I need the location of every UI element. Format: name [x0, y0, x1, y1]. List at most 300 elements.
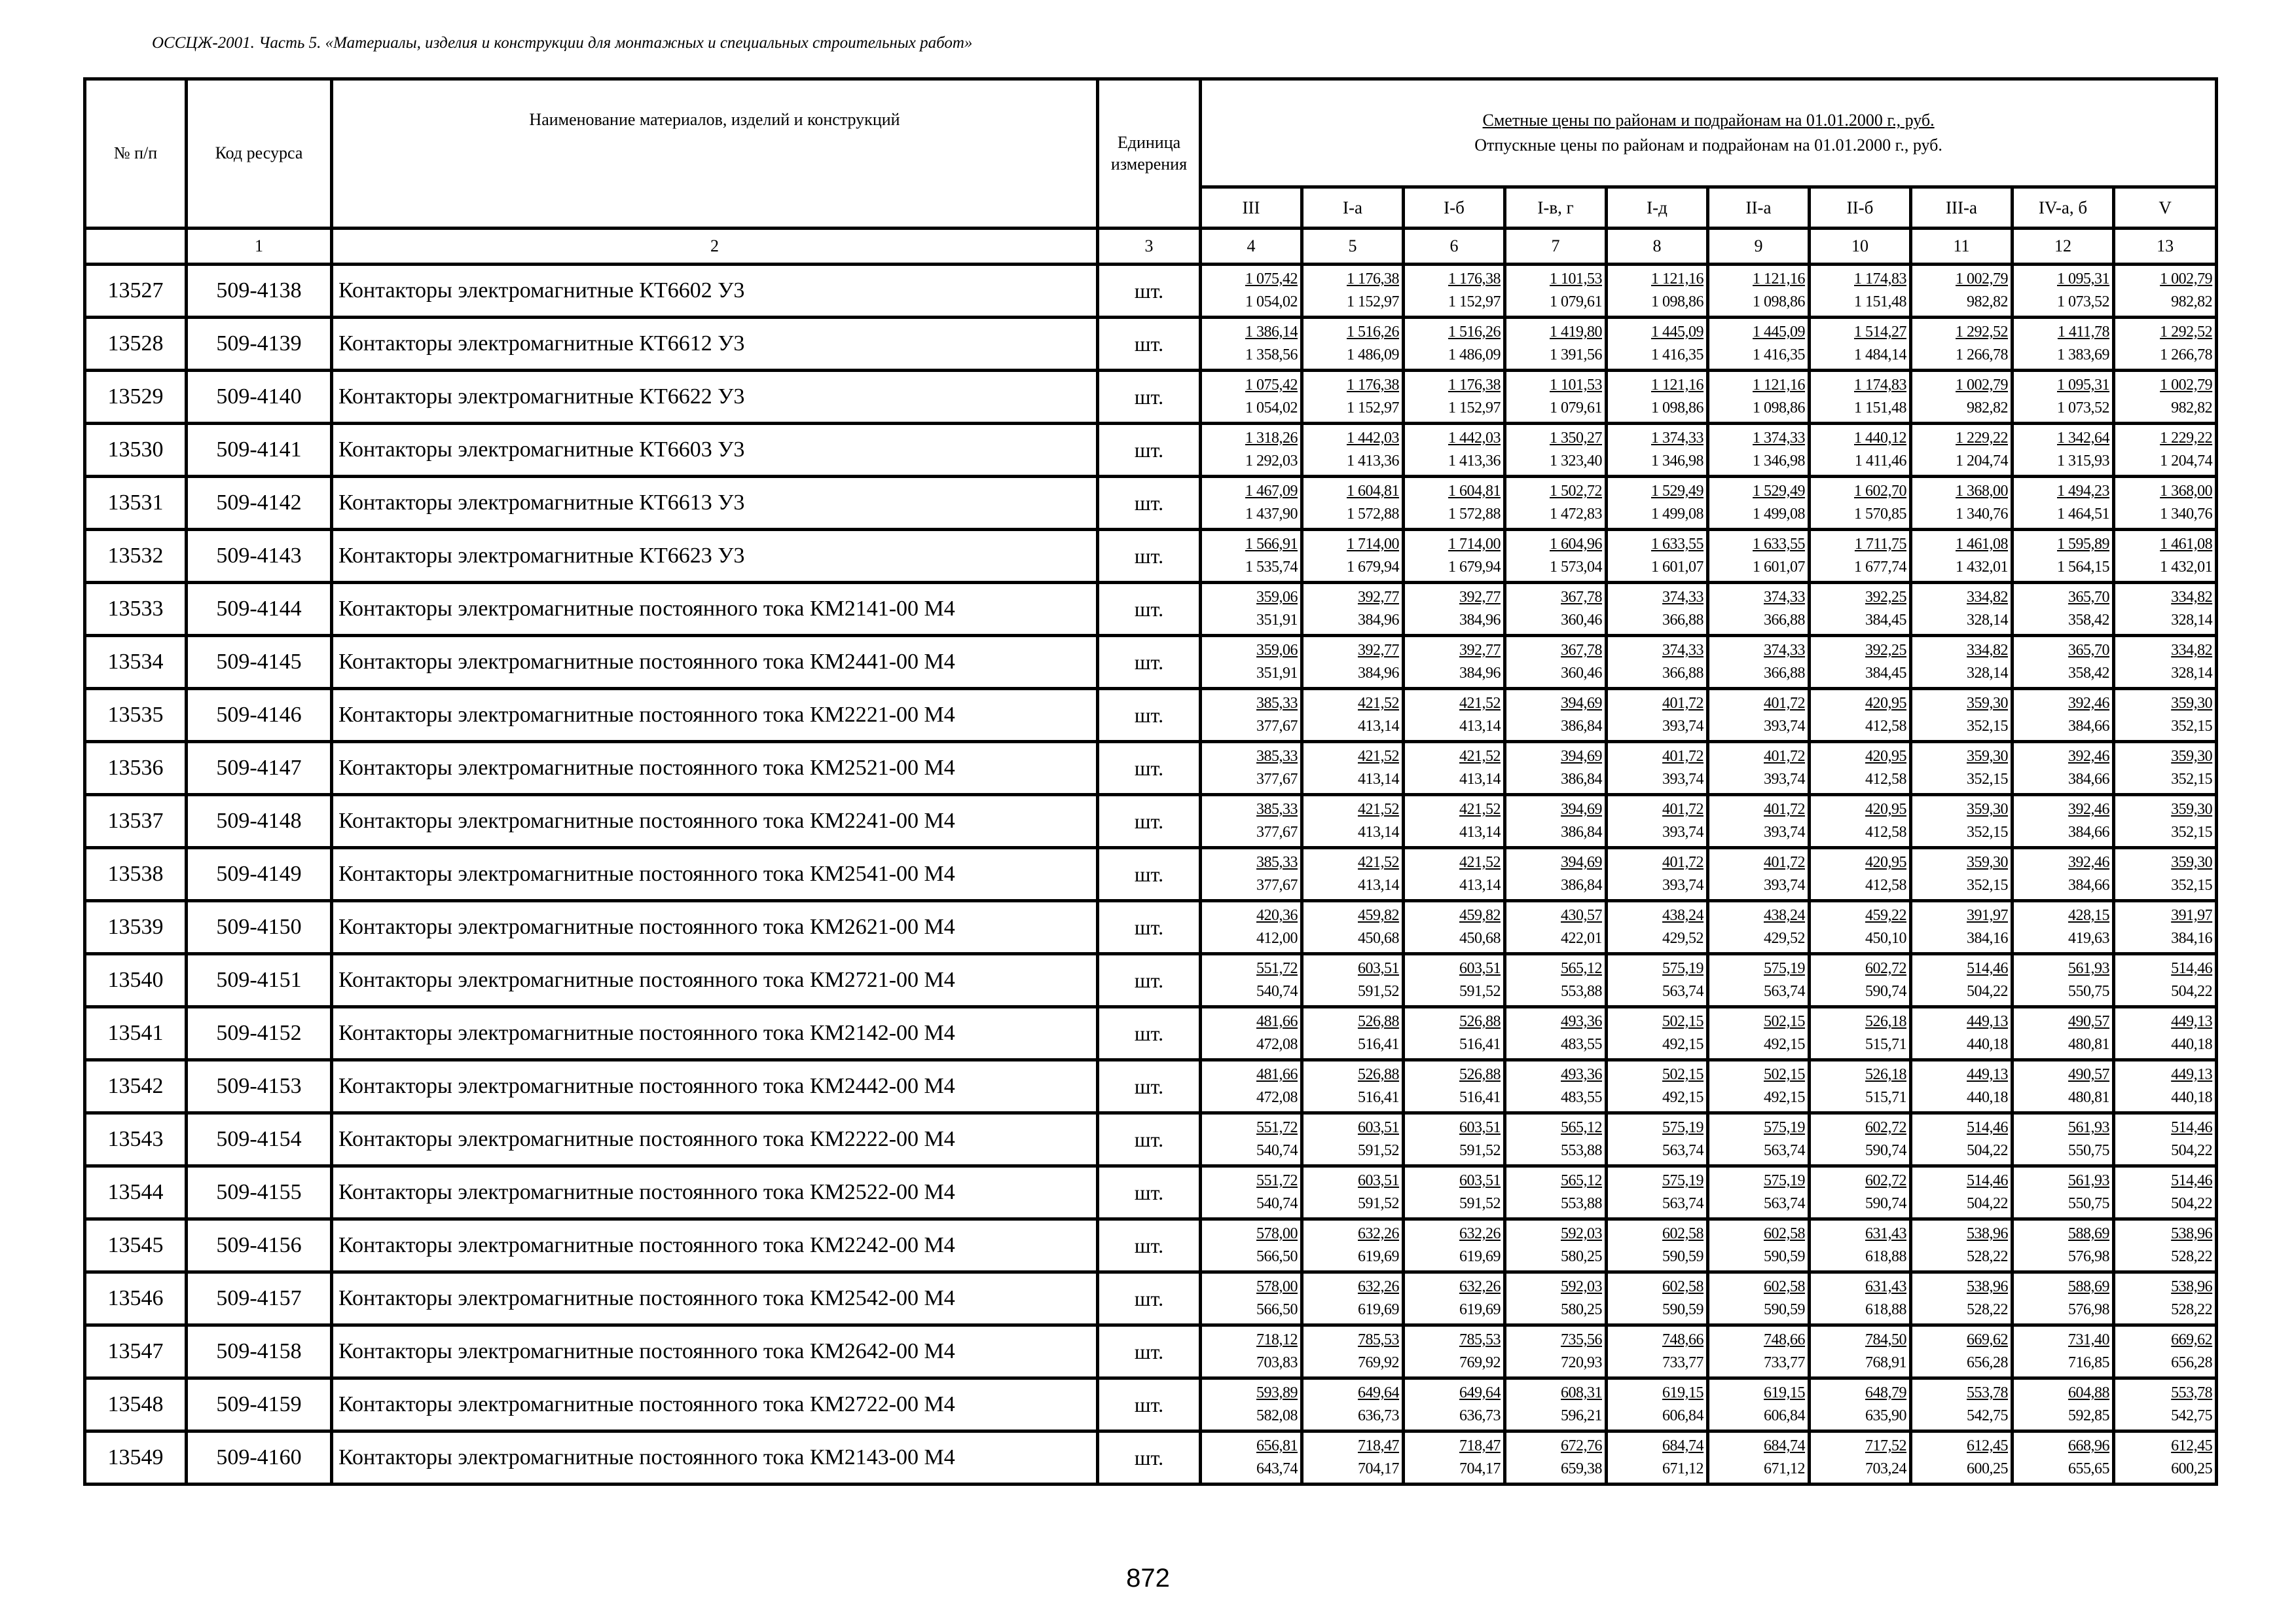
table-row [85, 1166, 2217, 1219]
column-number: 6 [1404, 229, 1505, 265]
material-name: Контакторы электромагнитные КТ6612 У3 [332, 318, 1098, 371]
estimate-price: 1 176,38 [1347, 270, 1399, 287]
price-cell [1201, 742, 1302, 795]
price-cell [1201, 477, 1302, 530]
price-table [83, 77, 2218, 1486]
column-number: 9 [1708, 229, 1810, 265]
release-price: 576,98 [2068, 1248, 2109, 1265]
estimate-price: 1 368,00 [1956, 482, 2008, 500]
row-number: 13528 [85, 318, 187, 371]
table-row [85, 848, 2217, 901]
row-number: 13539 [85, 901, 187, 954]
release-price: 386,84 [1561, 877, 1602, 894]
estimate-price: 420,95 [1865, 747, 1906, 765]
estimate-price: 334,82 [2171, 641, 2213, 659]
price-cell [1708, 1060, 1810, 1113]
price-cell [2114, 265, 2217, 318]
release-price: 492,15 [1662, 1089, 1704, 1106]
unit: шт. [1098, 742, 1201, 795]
column-number: 7 [1505, 229, 1607, 265]
release-price: 472,08 [1256, 1036, 1298, 1053]
estimate-price: 785,53 [1459, 1331, 1501, 1348]
row-number: 13546 [85, 1272, 187, 1325]
price-cell [2114, 689, 2217, 742]
release-price: 1 204,74 [2160, 452, 2213, 470]
unit: шт. [1098, 1431, 1201, 1485]
release-price: 440,18 [2171, 1036, 2213, 1053]
estimate-price: 502,15 [1662, 1065, 1704, 1083]
price-cell [1302, 636, 1404, 689]
price-cell [1404, 265, 1505, 318]
unit: шт. [1098, 477, 1201, 530]
estimate-price: 421,52 [1358, 694, 1399, 712]
estimate-price: 490,57 [2068, 1012, 2109, 1030]
release-price: 1 098,86 [1651, 399, 1704, 416]
price-cell [1505, 371, 1607, 424]
estimate-price: 632,26 [1459, 1225, 1501, 1242]
price-cell [2114, 1272, 2217, 1325]
price-cell [1607, 1007, 1708, 1060]
release-price: 360,46 [1561, 612, 1602, 629]
price-cell [1810, 689, 1911, 742]
price-cell [1911, 848, 2013, 901]
price-cell [1810, 424, 1911, 477]
table-row [85, 1219, 2217, 1272]
release-price: 440,18 [1967, 1089, 2008, 1106]
release-price: 1 152,97 [1448, 399, 1501, 416]
price-cell [2114, 636, 2217, 689]
price-cell [1810, 1166, 1911, 1219]
release-price: 413,14 [1358, 718, 1399, 735]
release-price: 733,77 [1662, 1354, 1704, 1371]
price-cell [1302, 1219, 1404, 1272]
price-cell [1505, 1219, 1607, 1272]
release-price: 590,59 [1764, 1248, 1805, 1265]
release-price: 384,66 [2068, 771, 2109, 788]
release-price: 1 601,07 [1651, 559, 1704, 576]
release-price: 393,74 [1662, 771, 1704, 788]
price-cell [1607, 530, 1708, 583]
estimate-price: 575,19 [1662, 1172, 1704, 1189]
estimate-price: 603,51 [1459, 1118, 1501, 1136]
resource-code: 509-4150 [187, 901, 332, 954]
column-number: 4 [1201, 229, 1302, 265]
release-price: 1 416,35 [1651, 346, 1704, 363]
price-cell [1201, 1113, 1302, 1166]
release-price: 618,88 [1865, 1248, 1906, 1265]
release-price: 1 570,85 [1854, 506, 1906, 523]
estimate-price: 490,57 [2068, 1065, 2109, 1083]
price-cell [1302, 424, 1404, 477]
estimate-price: 684,74 [1662, 1437, 1704, 1454]
estimate-price: 1 633,55 [1651, 535, 1704, 553]
unit: шт. [1098, 371, 1201, 424]
estimate-price: 1 467,09 [1245, 482, 1298, 500]
unit: шт. [1098, 1060, 1201, 1113]
estimate-price: 1 714,00 [1347, 535, 1399, 553]
release-price: 393,74 [1764, 718, 1805, 735]
price-cell [1708, 954, 1810, 1007]
resource-code: 509-4140 [187, 371, 332, 424]
estimate-price: 593,89 [1256, 1384, 1298, 1401]
release-price: 440,18 [1967, 1036, 2008, 1053]
release-price: 352,15 [2171, 718, 2213, 735]
row-number: 13538 [85, 848, 187, 901]
material-name: Контакторы электромагнитные КТ6613 У3 [332, 477, 1098, 530]
row-number: 13530 [85, 424, 187, 477]
release-price: 516,41 [1358, 1089, 1399, 1106]
row-number: 13545 [85, 1219, 187, 1272]
price-cell [2013, 848, 2114, 901]
material-name: Контакторы электромагнитные постоянного тока КМ2722-00 М4 [332, 1378, 1098, 1431]
price-cell [1404, 954, 1505, 1007]
release-price: 591,52 [1358, 983, 1399, 1000]
price-cell [1404, 901, 1505, 954]
column-number: 10 [1810, 229, 1911, 265]
release-price: 1 677,74 [1854, 559, 1906, 576]
release-price: 1 432,01 [1956, 559, 2008, 576]
estimate-price: 526,18 [1865, 1065, 1906, 1083]
price-cell [1404, 689, 1505, 742]
price-cell [1302, 477, 1404, 530]
estimate-price: 394,69 [1561, 694, 1602, 712]
estimate-price: 561,93 [2068, 959, 2109, 977]
estimate-price: 359,30 [1967, 853, 2008, 871]
price-cell [1302, 530, 1404, 583]
release-price: 1 411,46 [1854, 452, 1906, 470]
estimate-price: 717,52 [1865, 1437, 1906, 1454]
price-cell [1302, 795, 1404, 848]
release-price: 384,96 [1459, 665, 1501, 682]
unit: шт. [1098, 689, 1201, 742]
price-cell [1505, 848, 1607, 901]
row-number: 13529 [85, 371, 187, 424]
estimate-price: 401,72 [1662, 853, 1704, 871]
column-number: 1 [187, 229, 332, 265]
estimate-price: 785,53 [1358, 1331, 1399, 1348]
price-cell [2013, 954, 2114, 1007]
material-name: Контакторы электромагнитные постоянного тока КМ2521-00 М4 [332, 742, 1098, 795]
estimate-price: 602,58 [1662, 1278, 1704, 1295]
price-cell [1708, 689, 1810, 742]
estimate-price: 631,43 [1865, 1225, 1906, 1242]
release-price: 982,82 [2171, 399, 2213, 416]
unit: шт. [1098, 530, 1201, 583]
region-header: IV-а, б [2013, 187, 2114, 229]
release-price: 596,21 [1561, 1407, 1602, 1424]
estimate-price: 449,13 [2171, 1065, 2213, 1083]
release-price: 540,74 [1256, 1195, 1298, 1212]
estimate-price: 365,70 [2068, 588, 2109, 606]
price-cell [1404, 1060, 1505, 1113]
table-row [85, 1431, 2217, 1485]
price-cell [1404, 742, 1505, 795]
release-price: 1 383,69 [2057, 346, 2109, 363]
release-price: 504,22 [1967, 1142, 2008, 1159]
estimate-price: 385,33 [1256, 747, 1298, 765]
estimate-price: 334,82 [2171, 588, 2213, 606]
release-price: 619,69 [1459, 1248, 1501, 1265]
column-number-row [85, 229, 2217, 265]
estimate-price: 359,30 [2171, 747, 2213, 765]
price-cell [1201, 1272, 1302, 1325]
estimate-price: 438,24 [1662, 906, 1704, 924]
price-cell [1404, 1166, 1505, 1219]
release-price: 1 152,97 [1347, 293, 1399, 310]
estimate-price: 1 095,31 [2057, 376, 2109, 394]
release-price: 1 152,97 [1448, 293, 1501, 310]
estimate-price: 1 502,72 [1550, 482, 1602, 500]
price-cell [1607, 1219, 1708, 1272]
column-number: 2 [332, 229, 1098, 265]
price-cell [1911, 318, 2013, 371]
price-cell [1607, 901, 1708, 954]
material-name: Контакторы электромагнитные постоянного тока КМ2542-00 М4 [332, 1272, 1098, 1325]
estimate-price: 553,78 [1967, 1384, 2008, 1401]
release-price: 1 391,56 [1550, 346, 1602, 363]
row-number: 13533 [85, 583, 187, 636]
release-price: 635,90 [1865, 1407, 1906, 1424]
estimate-price: 514,46 [1967, 1172, 2008, 1189]
estimate-price: 420,95 [1865, 800, 1906, 818]
price-cell [1404, 1325, 1505, 1378]
release-price: 1 204,74 [1956, 452, 2008, 470]
release-price: 636,73 [1358, 1407, 1399, 1424]
material-name: Контакторы электромагнитные КТ6622 У3 [332, 371, 1098, 424]
estimate-price: 493,36 [1561, 1065, 1602, 1083]
estimate-price: 334,82 [1967, 641, 2008, 659]
price-cell [1505, 530, 1607, 583]
price-cell [1708, 742, 1810, 795]
release-price: 656,28 [2171, 1354, 2213, 1371]
estimate-price: 392,77 [1358, 641, 1399, 659]
table-row [85, 795, 2217, 848]
release-price: 1 573,04 [1550, 559, 1602, 576]
row-number: 13536 [85, 742, 187, 795]
release-price: 600,25 [1967, 1460, 2008, 1477]
price-cell [2013, 1060, 2114, 1113]
estimate-price: 359,06 [1256, 641, 1298, 659]
column-number: 3 [1098, 229, 1201, 265]
price-cell [1810, 1113, 1911, 1166]
release-price: 563,74 [1764, 983, 1805, 1000]
estimate-price: 359,30 [1967, 800, 2008, 818]
table-row [85, 583, 2217, 636]
estimate-price: 553,78 [2171, 1384, 2213, 1401]
release-price: 422,01 [1561, 930, 1602, 947]
release-price: 982,82 [1967, 399, 2008, 416]
price-cell [1505, 954, 1607, 1007]
estimate-price: 575,19 [1764, 1172, 1805, 1189]
release-price: 550,75 [2068, 1142, 2109, 1159]
table-row [85, 530, 2217, 583]
unit: шт. [1098, 848, 1201, 901]
price-cell [1505, 1431, 1607, 1485]
price-cell [1607, 1325, 1708, 1378]
price-cell [1911, 742, 2013, 795]
price-cell [2013, 742, 2114, 795]
release-price: 352,15 [1967, 877, 2008, 894]
release-price: 386,84 [1561, 771, 1602, 788]
table-row [85, 954, 2217, 1007]
release-price: 606,84 [1662, 1407, 1704, 1424]
estimate-price: 394,69 [1561, 800, 1602, 818]
table-row [85, 1378, 2217, 1431]
estimate-price: 421,52 [1358, 800, 1399, 818]
estimate-price: 603,51 [1358, 959, 1399, 977]
price-cell [1810, 1219, 1911, 1272]
material-name: Контакторы электромагнитные постоянного тока КМ2522-00 М4 [332, 1166, 1098, 1219]
release-price: 1 346,98 [1651, 452, 1704, 470]
release-price: 515,71 [1865, 1089, 1906, 1106]
row-number: 13540 [85, 954, 187, 1007]
resource-code: 509-4145 [187, 636, 332, 689]
estimate-price: 401,72 [1662, 747, 1704, 765]
material-name: Контакторы электромагнитные КТ6623 У3 [332, 530, 1098, 583]
price-cell [2114, 848, 2217, 901]
estimate-price: 1 121,16 [1651, 376, 1704, 394]
resource-code: 509-4146 [187, 689, 332, 742]
release-price: 358,42 [2068, 612, 2109, 629]
estimate-price: 1 411,78 [2057, 323, 2109, 341]
price-cell [1505, 689, 1607, 742]
estimate-price: 612,45 [2171, 1437, 2213, 1454]
price-cell [1302, 901, 1404, 954]
price-cell [1404, 530, 1505, 583]
price-cell [1810, 530, 1911, 583]
estimate-price: 514,46 [1967, 959, 2008, 977]
estimate-price: 1 229,22 [2160, 429, 2213, 447]
release-price: 1 484,14 [1854, 346, 1906, 363]
release-price: 576,98 [2068, 1301, 2109, 1318]
estimate-price: 588,69 [2068, 1225, 2109, 1242]
price-cell [1708, 1113, 1810, 1166]
release-price: 656,28 [1967, 1354, 2008, 1371]
price-cell [2013, 424, 2114, 477]
release-price: 352,15 [2171, 771, 2213, 788]
estimate-price: 392,46 [2068, 853, 2109, 871]
price-cell [1201, 1007, 1302, 1060]
release-price: 636,73 [1459, 1407, 1501, 1424]
unit: шт. [1098, 1007, 1201, 1060]
material-name: Контакторы электромагнитные постоянного тока КМ2721-00 М4 [332, 954, 1098, 1007]
price-cell [1505, 1166, 1607, 1219]
material-name: Контакторы электромагнитные постоянного тока КМ2621-00 М4 [332, 901, 1098, 954]
price-cell [1201, 901, 1302, 954]
release-price: 1 054,02 [1245, 399, 1298, 416]
release-price: 566,50 [1256, 1301, 1298, 1318]
estimate-price: 602,58 [1764, 1278, 1805, 1295]
row-number: 13527 [85, 265, 187, 318]
release-price: 769,92 [1459, 1354, 1501, 1371]
estimate-price: 1 442,03 [1347, 429, 1399, 447]
release-price: 1 323,40 [1550, 452, 1602, 470]
release-price: 419,63 [2068, 930, 2109, 947]
estimate-price: 401,72 [1764, 747, 1805, 765]
price-cell [1505, 636, 1607, 689]
estimate-price: 1 229,22 [1956, 429, 2008, 447]
estimate-price: 359,06 [1256, 588, 1298, 606]
row-number: 13547 [85, 1325, 187, 1378]
price-cell [2114, 477, 2217, 530]
estimate-price: 602,58 [1662, 1225, 1704, 1242]
price-cell [1201, 1378, 1302, 1431]
release-price: 1 413,36 [1347, 452, 1399, 470]
estimate-price: 649,64 [1358, 1384, 1399, 1401]
price-cell [1302, 1378, 1404, 1431]
estimate-price: 385,33 [1256, 694, 1298, 712]
table-row [85, 265, 2217, 318]
price-cell [1607, 318, 1708, 371]
estimate-price: 374,33 [1662, 588, 1704, 606]
price-cell [1810, 742, 1911, 795]
price-cell [1607, 742, 1708, 795]
estimate-price: 561,93 [2068, 1172, 2109, 1189]
estimate-price: 401,72 [1764, 694, 1805, 712]
estimate-price: 421,52 [1358, 853, 1399, 871]
price-cell [1201, 265, 1302, 318]
price-cell [2013, 1166, 2114, 1219]
price-cell [1911, 530, 2013, 583]
release-price: 384,16 [2171, 930, 2213, 947]
price-cell [1201, 1060, 1302, 1113]
table-row [85, 1060, 2217, 1113]
estimate-price: 669,62 [1967, 1331, 2008, 1348]
release-price: 582,08 [1256, 1407, 1298, 1424]
release-price: 591,52 [1459, 1142, 1501, 1159]
release-price: 1 151,48 [1854, 293, 1906, 310]
estimate-price: 538,96 [2171, 1278, 2213, 1295]
price-cell [2114, 1431, 2217, 1485]
estimate-price: 420,95 [1865, 853, 1906, 871]
release-price: 1 416,35 [1753, 346, 1805, 363]
estimate-price: 1 368,00 [2160, 482, 2213, 500]
release-price: 377,67 [1256, 824, 1298, 841]
release-price: 413,14 [1459, 718, 1501, 735]
unit: шт. [1098, 795, 1201, 848]
release-price: 384,45 [1865, 612, 1906, 629]
price-cell [1810, 1272, 1911, 1325]
price-cell [2013, 583, 2114, 636]
price-cell [1911, 901, 2013, 954]
price-cell [1302, 1325, 1404, 1378]
release-price: 1 486,09 [1347, 346, 1399, 363]
price-cell [1302, 265, 1404, 318]
row-number: 13532 [85, 530, 187, 583]
release-price: 1 073,52 [2057, 293, 2109, 310]
estimate-price: 1 121,16 [1753, 270, 1805, 287]
unit: шт. [1098, 1272, 1201, 1325]
release-price: 540,74 [1256, 983, 1298, 1000]
release-price: 1 340,76 [1956, 506, 2008, 523]
release-price: 1 292,03 [1245, 452, 1298, 470]
release-price: 1 152,97 [1347, 399, 1399, 416]
table-body [85, 265, 2217, 1485]
release-price: 704,17 [1459, 1460, 1501, 1477]
estimate-price: 538,96 [1967, 1278, 2008, 1295]
release-price: 659,38 [1561, 1460, 1602, 1477]
release-price: 504,22 [1967, 1195, 2008, 1212]
estimate-price: 648,79 [1865, 1384, 1906, 1401]
price-cell [1911, 1325, 2013, 1378]
price-cell [1607, 795, 1708, 848]
estimate-price: 1 419,80 [1550, 323, 1602, 341]
estimate-price: 612,45 [1967, 1437, 2008, 1454]
estimate-price: 784,50 [1865, 1331, 1906, 1348]
estimate-price: 365,70 [2068, 641, 2109, 659]
release-price: 384,16 [1967, 930, 2008, 947]
release-price: 413,14 [1459, 824, 1501, 841]
